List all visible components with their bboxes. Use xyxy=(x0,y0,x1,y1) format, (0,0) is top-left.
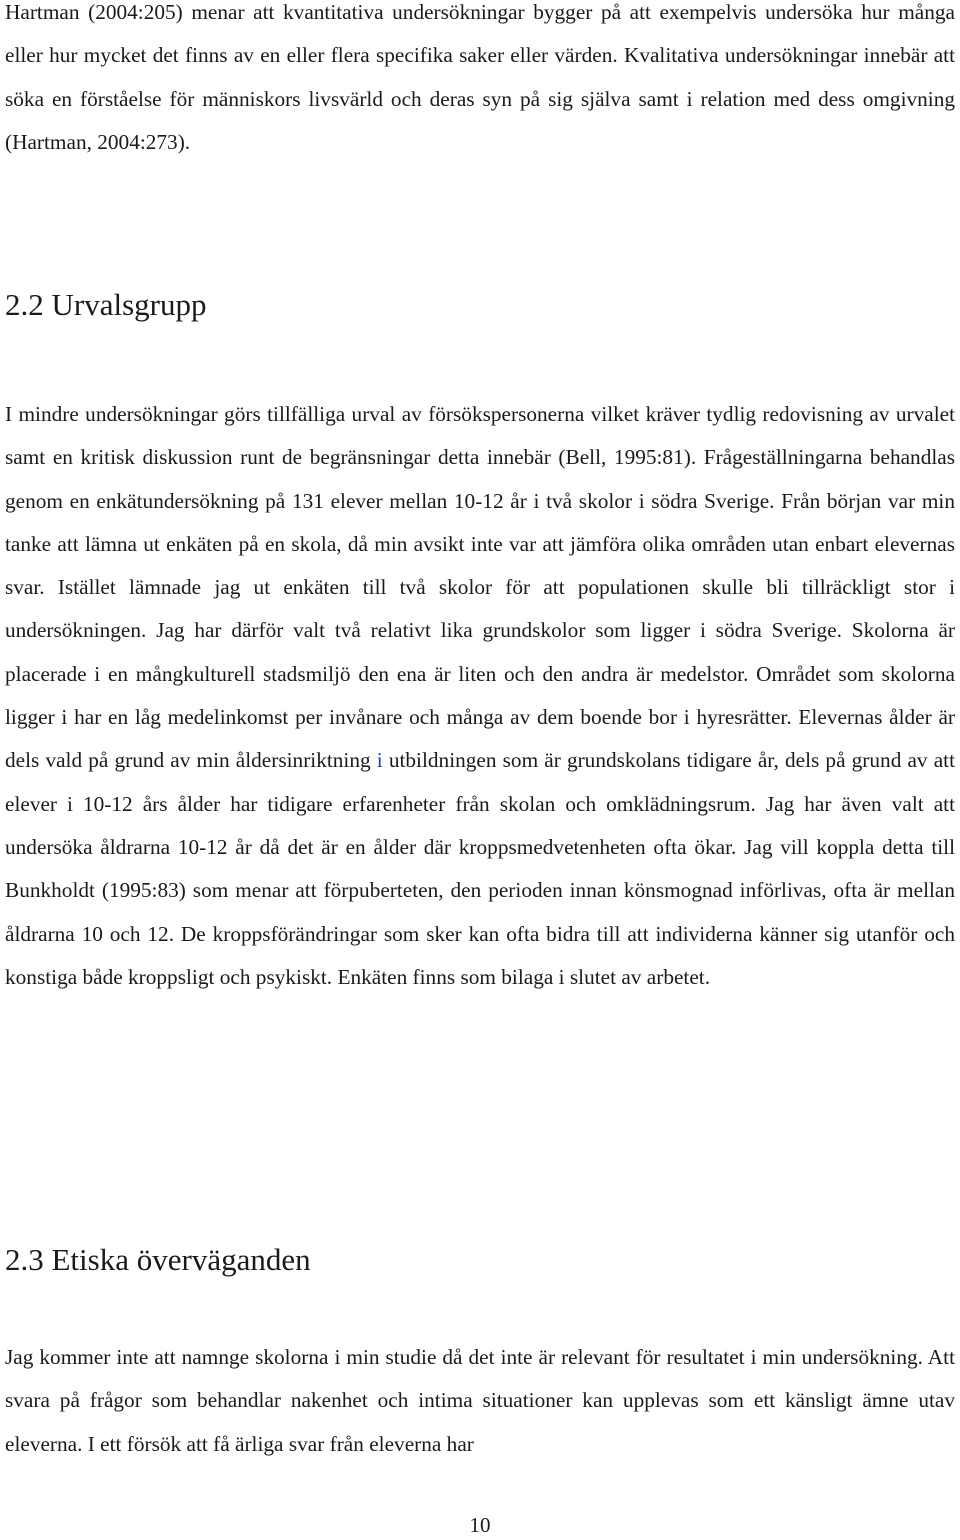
urvalsgrupp-text-part-1: I mindre undersökningar görs tillfälliga urval av försökspersonerna vilket kräver tydlig redovisning av urvalet samt en kritisk diskussion runt de begränsningar detta innebär (Bell, 1995:81). Frågeställningarna behandlas genom en enkätundersökning på 131 elever mellan 10-12 år i två skolor i södra Sverige. Från början var min tanke att lämna ut enkäten på en skola, då min avsikt inte var att jämföra olika områden utan enbart elevernas svar. Istället lämnade jag ut enkäten till två skolor för att populationen skulle bli tillräckligt stor i undersökningen. Jag har därför valt två relativt lika grundskolor som ligger i södra Sverige. Skolorna är placerade i en mångkulturell stadsmiljö den ena är liten och den andra är medelstor. Området som skolorna ligger i har en låg medelinkomst per invånare och många av dem boende bor i hyresrätter. Elevernas ålder är dels vald på grund av min åldersinriktning xyxy=(5,402,955,773)
inline-link[interactable]: i xyxy=(376,748,383,773)
section-heading-etiska-overvaganden: 2.3 Etiska överväganden xyxy=(5,1242,311,1277)
page-number: 10 xyxy=(469,1513,491,1537)
etiska-overvaganden-paragraph: Jag kommer inte att namnge skolorna i min studie då det inte är relevant för resultatet i min undersökning. Att svara på frågor som behandlar nakenhet och intima situationer kan upplevas som ett känsligt ämne utav eleverna. I ett försök att få ärliga svar från eleverna har xyxy=(5,1345,955,1456)
section-heading-urvalsgrupp: 2.2 Urvalsgrupp xyxy=(5,287,207,322)
urvalsgrupp-text-part-2: utbildningen som är grundskolans tidigare år, dels på grund av att elever i 10-12 års ålder har tidigare erfarenheter från skolan och omklädningsrum. Jag har även valt att undersöka åldrarna 10-12 år då det är en ålder där kroppsmedvetenheten ofta ökar. Jag vill koppla detta till Bunkholdt (1995:83) som menar att förpuberteten, den perioden innan könsmognad införlivas, ofta är mellan åldrarna 10 och 12. De kroppsförändringar som sker kan ofta bidra till att individerna känner sig utanför och konstiga både kroppsligt och psykiskt. Enkäten finns som bilaga i slutet av arbetet. xyxy=(5,748,955,989)
urvalsgrupp-paragraph xyxy=(5,393,955,999)
intro-paragraph: Hartman (2004:205) menar att kvantitativa undersökningar bygger på att exempelvis undersöka hur många eller hur mycket det finns av en eller flera specifika saker eller värden. Kvalitativa undersökningar innebär att söka en förståelse för människors livsvärld och deras syn på sig själva samt i relation med dess omgivning (Hartman, 2004:273). xyxy=(5,0,955,154)
